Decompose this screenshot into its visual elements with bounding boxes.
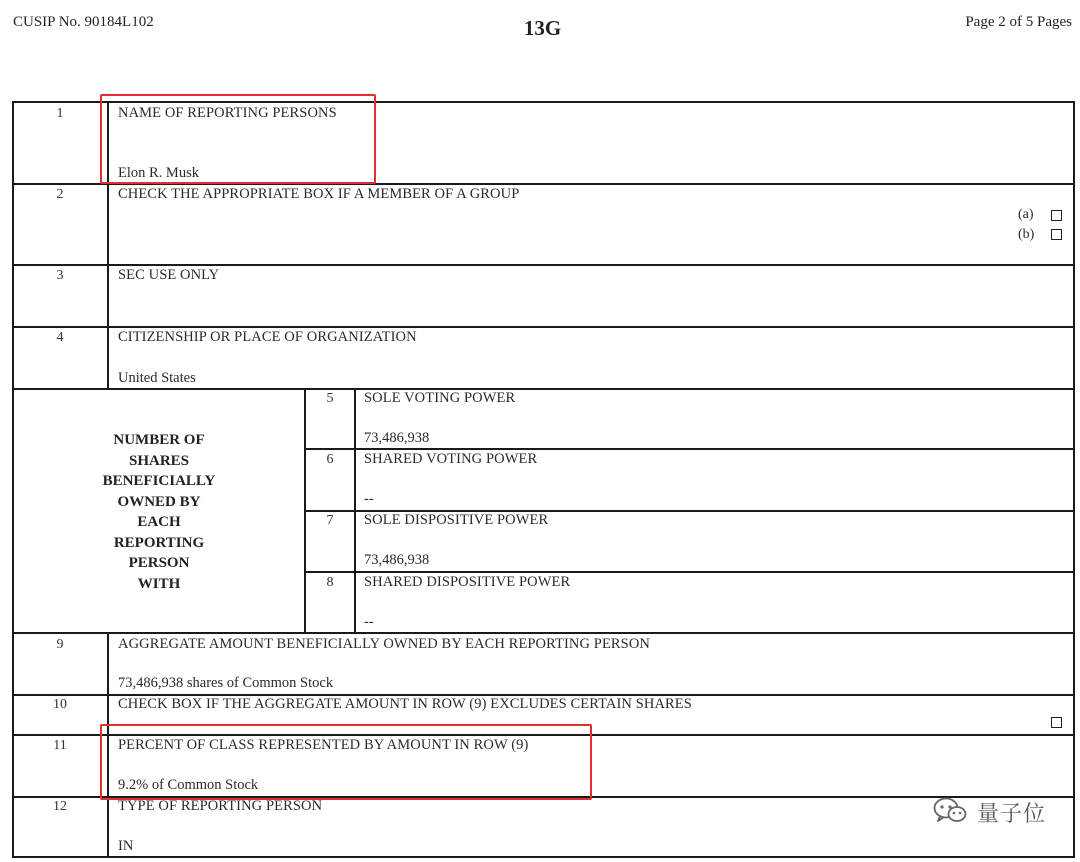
row-12-number: 12 — [53, 799, 67, 814]
row-line-bottom — [12, 856, 1075, 858]
row-line-8 — [12, 632, 1075, 634]
row-1-number: 1 — [56, 106, 64, 121]
row-2-label: CHECK THE APPROPRIATE BOX IF A MEMBER OF A GROUP — [118, 186, 520, 202]
row-7-number: 7 — [326, 513, 334, 528]
form-title: 13G — [523, 16, 562, 40]
row-4-value: United States — [118, 370, 196, 386]
watermark-text: 量子位 — [976, 802, 1046, 827]
row-5-value: 73,486,938 — [364, 430, 430, 446]
row-7-label: SOLE DISPOSITIVE POWER — [364, 512, 549, 528]
row-9-number: 9 — [56, 637, 64, 652]
row-line-2 — [12, 264, 1075, 266]
row-line-4 — [12, 388, 1075, 390]
group-option-b-label: (b) — [1018, 227, 1035, 242]
row-line-7 — [304, 571, 1075, 573]
highlight-box-percent-class — [100, 724, 592, 800]
row-10-number: 10 — [53, 697, 67, 712]
shares-block-line: EACH — [137, 514, 181, 530]
highlight-box-reporting-person — [100, 94, 376, 184]
excludes-shares-checkbox[interactable] — [1051, 717, 1062, 728]
watermark — [933, 796, 1046, 829]
group-option-a-label: (a) — [1018, 207, 1034, 222]
row-1-value: Elon R. Musk — [118, 165, 199, 181]
shares-block-line: BENEFICIALLY — [102, 473, 216, 489]
row-11-label: PERCENT OF CLASS REPRESENTED BY AMOUNT IN ROW (9) — [118, 737, 529, 753]
row-6-number: 6 — [326, 452, 334, 467]
table-border-right — [1073, 101, 1075, 857]
row-3-label: SEC USE ONLY — [118, 267, 220, 283]
shares-block-line: WITH — [137, 575, 181, 592]
row-9-value: 73,486,938 shares of Common Stock — [118, 675, 334, 691]
row-10-label: CHECK BOX IF THE AGGREGATE AMOUNT IN ROW (9) EXCLUDES CERTAIN SHARES — [118, 696, 692, 712]
row-9-label: AGGREGATE AMOUNT BENEFICIALLY OWNED BY EACH REPORTING PERSON — [118, 636, 650, 652]
row-4-label: CITIZENSHIP OR PLACE OF ORGANIZATION — [118, 329, 417, 345]
row-2-number: 2 — [56, 187, 64, 202]
row-11-value: 9.2% of Common Stock — [118, 777, 259, 793]
shares-block-label — [14, 430, 304, 594]
row-8-value: -- — [364, 614, 374, 630]
row-3-number: 3 — [56, 268, 64, 283]
row-7-value: 73,486,938 — [364, 552, 430, 568]
shares-block-line: SHARES — [128, 452, 190, 469]
page-indicator: Page 2 of 5 Pages — [965, 14, 1072, 30]
cusip-number: CUSIP No. 90184L102 — [13, 14, 154, 30]
row-12-value: IN — [118, 838, 134, 854]
row-1-label: NAME OF REPORTING PERSONS — [118, 105, 337, 121]
row-8-label: SHARED DISPOSITIVE POWER — [364, 574, 571, 590]
shares-block-line: NUMBER OF — [113, 432, 205, 448]
group-option-a-checkbox[interactable] — [1051, 210, 1062, 221]
row-5-number: 5 — [326, 391, 334, 406]
shares-block-line: REPORTING — [113, 534, 205, 551]
row-6-value: -- — [364, 491, 374, 507]
group-option-b-checkbox[interactable] — [1051, 229, 1062, 240]
row-line-5 — [304, 448, 1075, 450]
row-11-number: 11 — [53, 738, 67, 753]
row-5-label: SOLE VOTING POWER — [364, 390, 516, 406]
row-8-number: 8 — [326, 575, 334, 590]
wechat-icon — [933, 796, 967, 829]
shares-block-line: PERSON — [128, 555, 190, 571]
row-4-number: 4 — [56, 330, 64, 345]
row-6-label: SHARED VOTING POWER — [364, 451, 538, 467]
row-12-label: TYPE OF REPORTING PERSON — [118, 798, 323, 814]
shares-block-line: OWNED BY — [117, 493, 201, 510]
row-line-3 — [12, 326, 1075, 328]
